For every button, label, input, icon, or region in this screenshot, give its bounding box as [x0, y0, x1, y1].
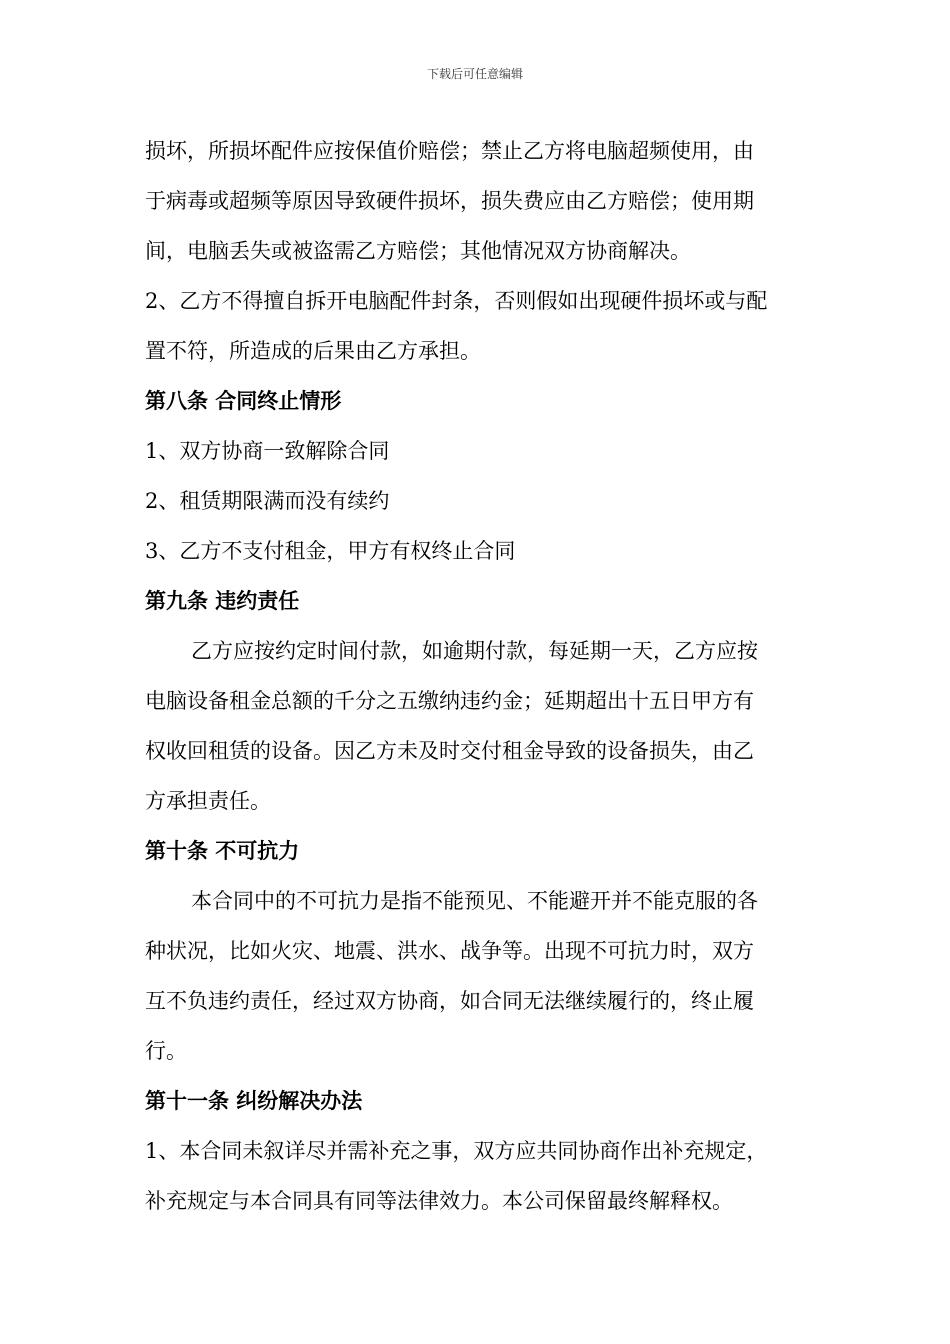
paragraph-first-line: 乙方应按约定时间付款，如逾期付款，每延期一天，乙方应按 [191, 639, 758, 663]
page-header: 下载后可任意编辑 [426, 67, 523, 81]
section-heading-8: 第八条 合同终止情形 [145, 388, 342, 413]
body-line: 种状况，比如火灾、地震、洪水、战争等。出现不可抗力时，双方 [145, 939, 754, 963]
body-line: 权收回租赁的设备。因乙方未及时交付租金导致的设备损失，由乙 [145, 739, 754, 763]
document-body [145, 126, 815, 1226]
section-heading-9: 第九条 违约责任 [145, 588, 300, 613]
body-line: 2、乙方不得擅自拆开电脑配件封条，否则假如出现硬件损坏或与配 [145, 289, 768, 313]
body-line: 方承担责任。 [145, 789, 271, 813]
body-line: 行。 [145, 1039, 187, 1063]
body-line: 间，电脑丢失或被盗需乙方赔偿；其他情况双方协商解决。 [145, 239, 691, 263]
list-item: 2、租赁期限满而没有续约 [145, 489, 390, 513]
list-item: 3、乙方不支付租金，甲方有权终止合同 [145, 539, 516, 563]
list-item: 1、双方协商一致解除合同 [145, 439, 390, 463]
body-line: 置不符，所造成的后果由乙方承担。 [145, 339, 481, 363]
body-line: 互不负违约责任，经过双方协商，如合同无法继续履行的，终止履 [145, 989, 754, 1013]
section-heading-11: 第十一条 纠纷解决办法 [145, 1088, 363, 1113]
body-line: 补充规定与本合同具有同等法律效力。本公司保留最终解释权。 [145, 1189, 733, 1213]
list-item: 1、本合同未叙详尽并需补充之事，双方应共同协商作出补充规定， [145, 1139, 768, 1163]
body-line: 损坏，所损坏配件应按保值价赔偿；禁止乙方将电脑超频使用，由 [145, 139, 754, 163]
body-line: 电脑设备租金总额的千分之五缴纳违约金；延期超出十五日甲方有 [145, 689, 754, 713]
section-heading-10: 第十条 不可抗力 [145, 838, 300, 863]
body-line: 于病毒或超频等原因导致硬件损坏，损失费应由乙方赔偿；使用期 [145, 189, 754, 213]
paragraph-first-line: 本合同中的不可抗力是指不能预见、不能避开并不能克服的各 [191, 889, 758, 913]
